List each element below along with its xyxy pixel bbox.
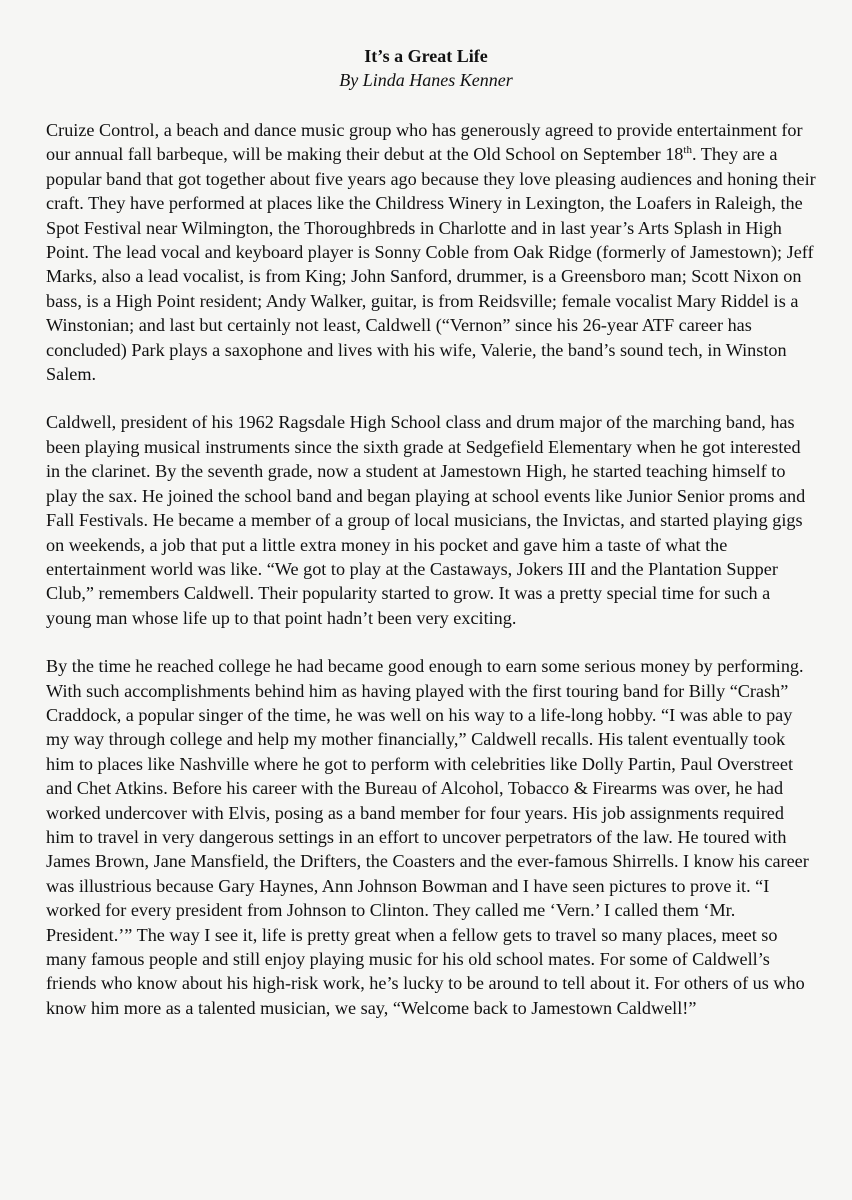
paragraph-3: By the time he reached college he had became good enough to earn some serious money by performing. With such accomplishments behind him as having played with the first touring band for Billy “Crash” Craddock, a popular singer of the time, he was well on his way to a life-long hobby. “I was able to pay my way through college and help my mother financially,” Caldwell recalls. His talent eventually took him to places like Nashville where he got to perform with celebrities like Dolly Partin, Paul Overstreet and Chet Atkins. Before his career with the Bureau of Alcohol, Tobacco & Firearms was over, he had worked undercover with Elvis, posing as a band member for four years. His job assignments required him to travel in very dangerous settings in an effort to uncover perpetrators of the law. He toured with James Brown, Jane Mansfield, the Drifters, the Coasters and the ever-famous Shirrells. I know his career was illustrious because Gary Haynes, Ann Johnson Bowman and I have seen pictures to prove it. “I worked for every president from Johnson to Clinton. They called me ‘Vern.’ I called them ‘Mr. President.’” The way I see it, life is pretty great when a fellow gets to travel so many places, meet so many famous people and still enjoy playing music for his old school mates. For some of Caldwell’s friends who know about his high-risk work, he’s lucky to be around to tell about it. For others of us who know him more as a talented musician, we say, “Welcome back to Jamestown Caldwell!” xyxy=(46,656,809,1018)
article-body xyxy=(46,118,816,1044)
paragraph-1 xyxy=(46,118,816,386)
paragraph-2: Caldwell, president of his 1962 Ragsdale High School class and drum major of the marching band, has been playing musical instruments since the sixth grade at Sedgefield Elementary when he got interested in the clarinet. By the seventh grade, now a student at Jamestown High, he started teaching himself to play the sax. He joined the school band and began playing at school events like Junior Senior proms and Fall Festivals. He became a member of a group of local musicians, the Invictas, and started playing gigs on weekends, a job that put a little extra money in his pocket and gave him a taste of what the entertainment world was like. “We got to play at the Castaways, Jokers III and the Plantation Supper Club,” remembers Caldwell. Their popularity started to grow. It was a pretty special time for such a young man whose life up to that point hadn’t been very exciting. xyxy=(46,412,806,628)
paragraph-1-text-b: . They are a popular band that got together about five years ago because they love pleasing audiences and honing their craft. They have performed at places like the Childress Winery in Lexington, the Loafers in Raleigh, the Spot Festival near Wilmington, the Thoroughbreds in Charlotte and in last year’s Arts Splash in High Point. The lead vocal and keyboard player is Sonny Coble from Oak Ridge (formerly of Jamestown); Jeff Marks, also a lead vocalist, is from King; John Sanford, drummer, is a Greensboro man; Scott Nixon on bass, is a High Point resident; Andy Walker, guitar, is from Reidsville; female vocalist Mary Riddel is a Winstonian; and last but certainly not least, Caldwell (“Vernon” since his 26-year ATF career has concluded) Park plays a saxophone and lives with his wife, Valerie, the band’s sound tech, in Winston Salem. xyxy=(46,144,816,385)
article-title: It’s a Great Life xyxy=(364,46,488,66)
article-byline: By Linda Hanes Kenner xyxy=(339,70,513,90)
ordinal-suffix: th xyxy=(683,144,692,157)
paragraph-1-text-a: Cruize Control, a beach and dance music group who has generously agreed to provide entertainment for our annual fall barbeque, will be making their debut at the Old School on September 18 xyxy=(46,120,803,165)
